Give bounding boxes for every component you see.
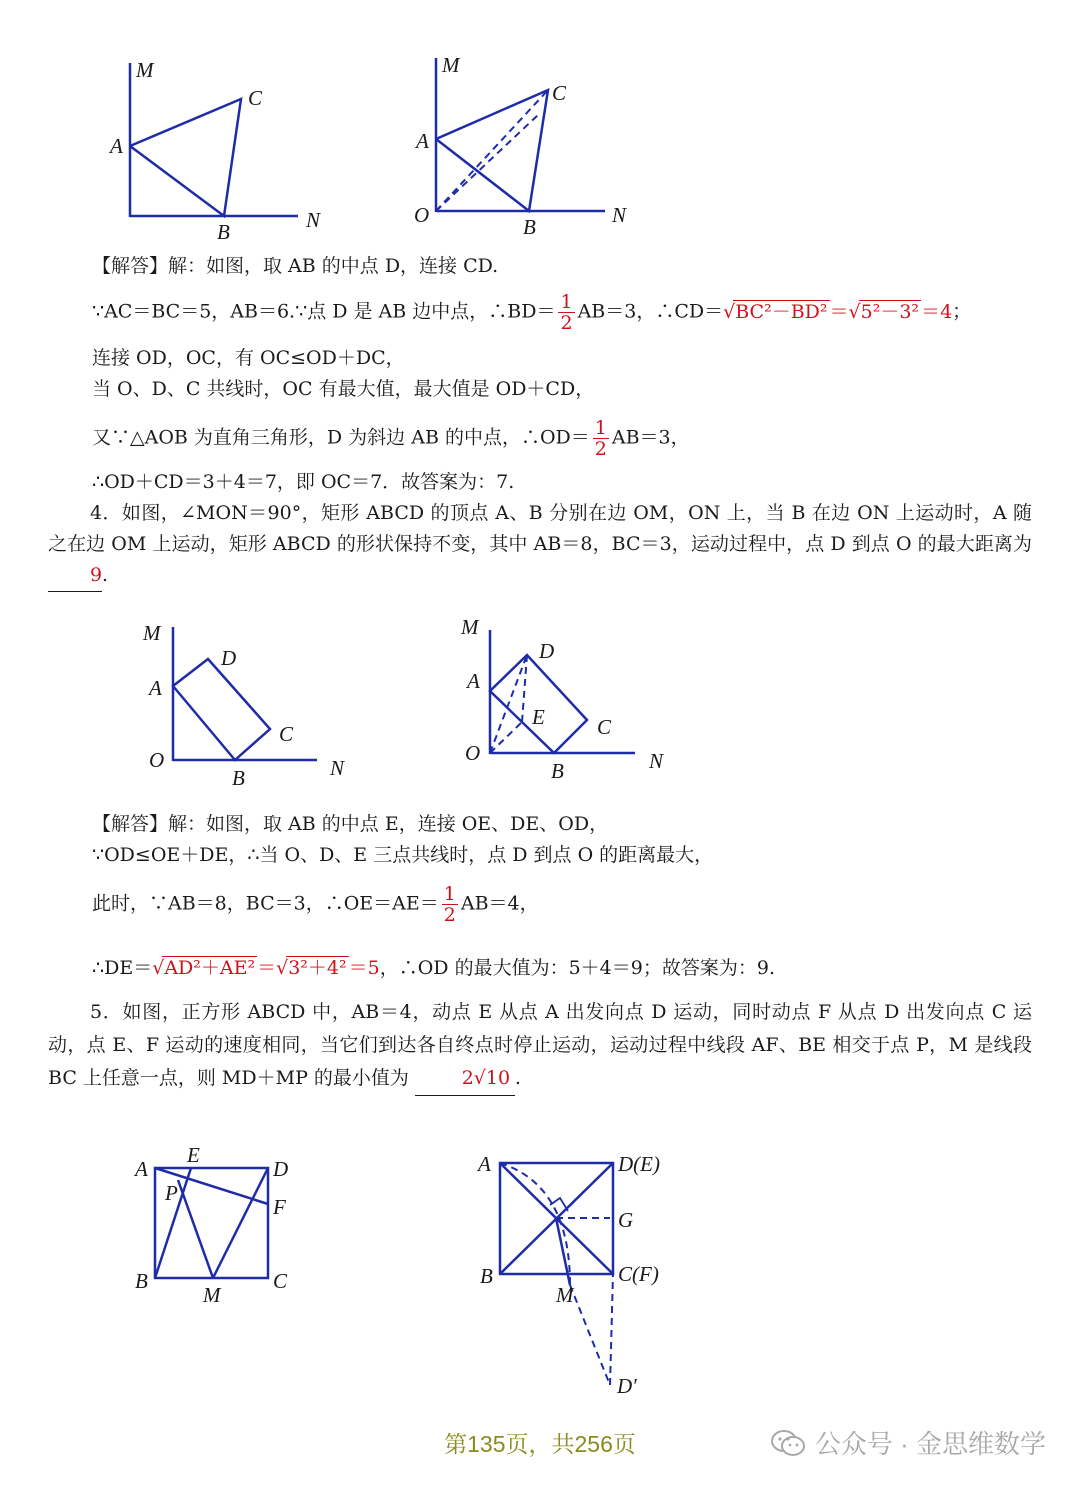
label-B: B xyxy=(232,766,245,790)
cd-formula: √BC²－BD² ＝√5²－3² ＝4 xyxy=(723,300,953,323)
solution-4-line-1: 【解答】解：如图，取 AB 的中点 E，连接 OE、DE、OD， xyxy=(92,813,609,835)
label-A: A xyxy=(416,129,429,153)
label-M: M xyxy=(461,615,479,639)
fraction-half: $\frac{1}{2}$ xyxy=(594,417,607,460)
label-G: G xyxy=(618,1208,634,1232)
figure-6 xyxy=(470,1145,700,1405)
label-N: N xyxy=(612,203,627,227)
label-N: N xyxy=(306,208,321,232)
label-M: M xyxy=(442,53,460,77)
label-C: C xyxy=(552,81,567,105)
label-B: B xyxy=(480,1264,493,1288)
answer-bracket: 【解答】 xyxy=(92,813,169,835)
label-N: N xyxy=(330,756,345,780)
label-A: A xyxy=(467,669,480,693)
label-C: C xyxy=(273,1269,288,1293)
solution-3-line-2: ∵AC＝BC＝5，AB＝6.∵点 D 是 AB 边中点，∴BD＝ $\frac{1}{2}$ AB＝3，∴CD＝√BC²－BD² ＝√5²－3² ＝4； xyxy=(92,291,972,334)
answer-blank-4: 9 xyxy=(48,560,102,592)
solution-4-line-2: ∵OD≤OE＋DE，∴当 O、D、E 三点共线时，点 D 到点 O 的距离最大， xyxy=(92,844,714,866)
solution-3-line-1: 【解答】解：如图，取 AB 的中点 D，连接 CD. xyxy=(92,255,499,277)
label-M: M xyxy=(203,1283,221,1307)
label-E: E xyxy=(187,1143,200,1167)
solution-3-line-5: 又∵△AOB 为直角三角形，D 为斜边 AB 的中点，∴OD＝ $\frac{1}{2}$ AB＝3， xyxy=(92,417,690,460)
label-D: D xyxy=(221,646,237,670)
label-M: M xyxy=(143,621,161,645)
wechat-icon xyxy=(769,1428,807,1465)
label-A: A xyxy=(478,1152,491,1176)
label-A: A xyxy=(135,1157,148,1181)
label-E: E xyxy=(532,705,545,729)
solution-4-line-4: ∴DE＝√AD²＋AE² ＝√3²＋4² ＝5，∴OD 的最大值为：5＋4＝9；故答案为：9. xyxy=(92,957,775,979)
fraction-half: $\frac{1}{2}$ xyxy=(443,883,456,926)
label-A: A xyxy=(149,676,162,700)
label-C: C xyxy=(597,715,612,739)
label-A: A xyxy=(110,134,123,158)
label-B: B xyxy=(523,215,536,239)
label-P: P xyxy=(165,1181,178,1205)
label-F: F xyxy=(273,1195,286,1219)
label-O: O xyxy=(149,748,165,772)
figure-1 xyxy=(100,55,340,245)
figure-4 xyxy=(455,610,685,790)
label-B: B xyxy=(551,759,564,783)
label-C-F: C(F) xyxy=(618,1262,659,1286)
question-4: 4．如图，∠MON＝90°，矩形 ABCD 的顶点 A、B 分别在边 OM，ON 上，当 B 在边 ON 上运动时，A 随之在边 OM 上运动，矩形 ABCD 的形状保持不变，其中 AB＝8，BC＝3，运动过程中，点 D 到点 O 的最大距离为9. xyxy=(48,498,1032,592)
figure-5 xyxy=(125,1140,315,1310)
label-O: O xyxy=(414,203,430,227)
question-5: 5．如图，正方形 ABCD 中，AB＝4，动点 E 从点 A 出发向点 D 运动，同时动点 F 从点 D 出发向点 C 运动，点 E、F 运动的速度相同，当它们到达各自终点时停止运动，运动过程中线段 AF、BE 相交于点 P，M 是线段 BC 上任意一点，则 MD＋MP 的最小值为 2√10 . xyxy=(48,996,1032,1096)
label-M: M xyxy=(556,1283,574,1307)
label-D: D xyxy=(539,639,555,663)
figure-2 xyxy=(400,50,640,240)
solution-3-line-6: ∴OD＋CD＝3＋4＝7，即 OC＝7．故答案为：7. xyxy=(92,471,515,493)
label-D-E: D(E) xyxy=(618,1152,660,1176)
figure-3 xyxy=(135,615,365,795)
solution-3-line-3: 连接 OD，OC，有 OC≤OD＋DC， xyxy=(92,347,405,369)
label-C: C xyxy=(248,86,263,110)
de-formula: √AD²＋AE² ＝√3²＋4² ＝5 xyxy=(152,957,380,979)
solution-4-line-3: 此时，∵AB＝8，BC＝3，∴OE＝AE＝ $\frac{1}{2}$ AB＝4， xyxy=(92,883,539,926)
label-N: N xyxy=(649,749,664,773)
label-O: O xyxy=(465,741,481,765)
label-B: B xyxy=(217,220,230,244)
label-D: D xyxy=(273,1157,289,1181)
fraction-half: $\frac{1}{2}$ xyxy=(560,291,573,334)
watermark: 公众号 · 金思维数学 xyxy=(769,1424,1046,1465)
label-C: C xyxy=(279,722,294,746)
label-M: M xyxy=(136,58,154,82)
label-B: B xyxy=(135,1269,148,1293)
answer-bracket: 【解答】 xyxy=(92,255,169,277)
answer-blank-5: 2√10 xyxy=(415,1062,515,1096)
solution-3-line-4: 当 O、D、C 共线时，OC 有最大值，最大值是 OD＋CD， xyxy=(92,378,595,400)
page-number: 第135页，共256页 xyxy=(444,1431,636,1457)
label-D-prime: D′ xyxy=(617,1374,637,1398)
